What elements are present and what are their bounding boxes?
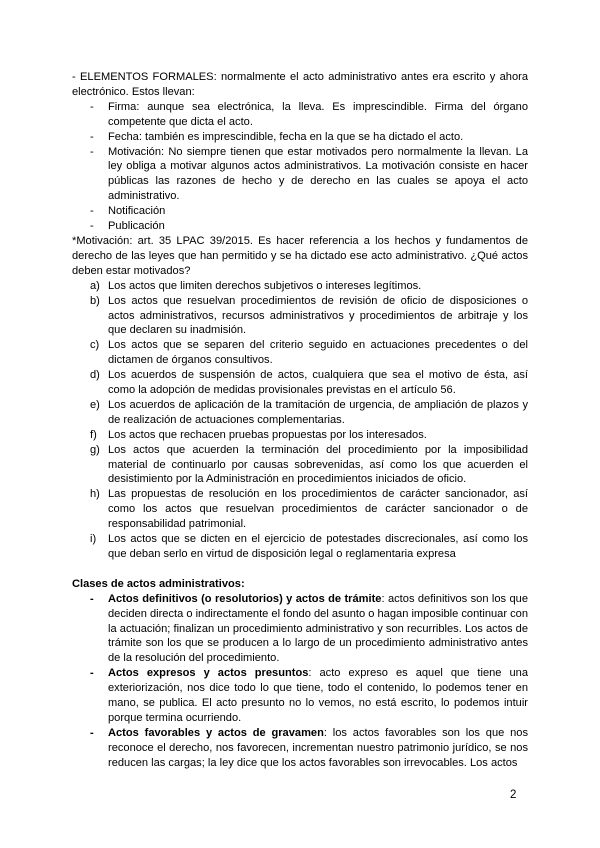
formal-elements-list — [72, 100, 528, 234]
list-marker: h) — [90, 488, 100, 501]
formal-elements-intro: - ELEMENTOS FORMALES: normalmente el acto administrativo antes era escrito y ahora electrónico. Estos llevan: — [72, 71, 528, 98]
list-item: - Notificación — [72, 204, 528, 219]
list-item-text: Las propuestas de resolución en los procedimientos de carácter sancionador, así como los actos que resuelvan procedimientos de carácter sancionador o de responsabilidad patrimonial. — [108, 488, 528, 531]
list-item — [72, 368, 528, 398]
list-item-text: Los actos que se dicten en el ejercicio de potestades discrecionales, así como los que deban serlo en virtud de disposición legal o reglamentaria expresa — [108, 533, 528, 560]
act-classes-list — [72, 592, 528, 771]
list-item — [72, 666, 528, 726]
page-number: 2 — [510, 789, 517, 801]
list-item: - Motivación: No siempre tienen que estar motivados pero normalmente la llevan. La ley obliga a motivar algunos actos administrativos. La motivación consiste en hacer públicas las razones de hecho y de derecho en las cuales se apoya el acto administrativo. — [72, 145, 528, 205]
list-item-text: Los acuerdos de aplicación de la tramitación de urgencia, de ampliación de plazos y de realización de actuaciones complementarias. — [108, 398, 528, 426]
list-item-text: Los actos que se separen del criterio seguido en actuaciones precedentes o del dictamen de órganos consultivos. — [108, 339, 528, 367]
list-item: - Publicación — [72, 219, 528, 234]
list-marker: g) — [90, 443, 100, 456]
list-marker: d) — [90, 369, 100, 382]
list-item-text: Los actos que acuerden la terminación del procedimiento por la imposibilidad material de continuarlo por causas sobrevenidas, así como los que acuerden el desistimiento por la Administración en procedimientos iniciados de oficio. — [108, 443, 528, 486]
list-marker: e) — [90, 398, 100, 411]
term: Actos definitivos (o resolutorios) y actos de trámite — [108, 592, 382, 605]
list-item — [72, 279, 528, 294]
list-item — [72, 294, 528, 339]
list-item — [72, 726, 528, 771]
list-item — [72, 532, 528, 562]
list-item — [72, 443, 528, 488]
motivation-intro: *Motivación: art. 35 LPAC 39/2015. Es hacer referencia a los hechos y fundamentos de derecho de las leyes que han permitido y se ha dictado ese acto administrativo. ¿Qué actos deben estar motivados? — [72, 234, 528, 277]
list-marker: b) — [90, 294, 100, 307]
list-marker: c) — [90, 339, 100, 352]
list-item: - Firma: aunque sea electrónica, la lleva. Es imprescindible. Firma del órgano competente que dicta el acto. — [72, 100, 528, 130]
list-item-text: Los actos que limiten derechos subjetivos o intereses legítimos. — [108, 279, 422, 292]
list-marker: a) — [90, 279, 100, 292]
list-item — [72, 487, 528, 532]
list-marker: i) — [90, 533, 97, 546]
document-page — [72, 70, 528, 771]
list-item — [72, 398, 528, 428]
term-description: : actos definitivos son los que deciden directa o indirectamente el fondo del asunto o hagan imposible continuar con la actuación; finalizan un procedimiento administrativo y son recurribles. Los actos de trámite son los que se producen a lo largo de un procedimiento administrativo antes de la resolución del procedimiento. — [108, 592, 529, 665]
list-marker: f) — [90, 428, 97, 441]
list-item: - Fecha: también es imprescindible, fecha en la que se ha dictado el acto. — [72, 130, 528, 145]
section-heading: Clases de actos administrativos: — [72, 577, 245, 590]
list-item — [72, 428, 528, 443]
list-item-text: Los acuerdos de suspensión de actos, cualquiera que sea el motivo de ésta, así como la adopción de medidas provisionales previstas en el artículo 56. — [108, 369, 528, 397]
term-description: : acto expreso es aquel que tiene una exteriorización, nos dice todo lo que tiene, todo el contenido, lo podemos tener en mano, se publica. El acto presunto no lo vemos, no está escrito, lo podemos intuir porque termina ocurriendo. — [108, 667, 528, 724]
term: Actos expresos y actos presuntos — [108, 667, 309, 680]
term-description: : los actos favorables son los que nos reconoce el derecho, nos favorecen, incrementan nuestro patrimonio jurídico, se nos reducen las cargas; la ley dice que los actos favorables son irrevocables. Los actos — [108, 726, 528, 769]
list-item-text: Los actos que resuelvan procedimientos de revisión de oficio de disposiciones o actos administrativos, recursos administrativos y procedimientos de arbitraje y los que declaren su inadmisión. — [108, 294, 528, 337]
list-item-text: Los actos que rechacen pruebas propuestas por los interesados. — [108, 428, 427, 441]
term: Actos favorables y actos de gravamen — [108, 726, 324, 739]
motivation-list — [72, 279, 528, 562]
list-item — [72, 338, 528, 368]
list-item — [72, 592, 528, 667]
